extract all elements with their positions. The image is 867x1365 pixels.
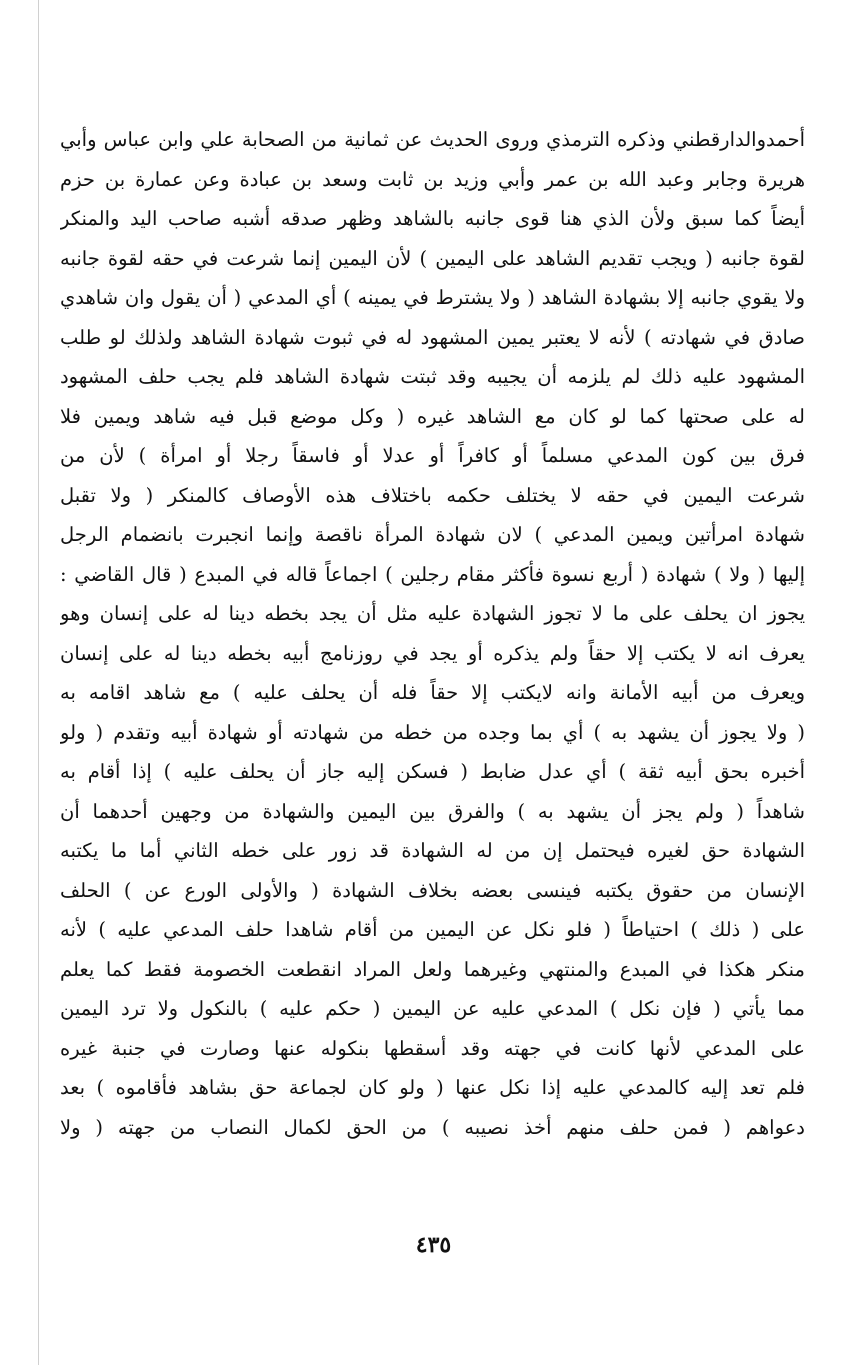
page-number: ٤٣٥ <box>415 1232 452 1258</box>
text-line-13: يجوز ان يحلف على ما لا تجوز الشهادة عليه مثل أن يجد بخطه دينا له على إنسان وهو <box>60 602 805 625</box>
text-line-19: الشهادة حق لغيره فيحتمل إن من له الشهادة قد زور على خطه الثاني أما ما يكتبه <box>60 839 805 862</box>
text-line-5: ولا يقوي جانبه إلا بشهادة الشاهد ( ولا يشترط في يمينه ) أي المدعي ( أن يقول وان شاهدي <box>60 286 805 309</box>
text-line-16: ( ولا يجوز أن يشهد به ) أي بما وجده من خطه من شهادته أو شهادة أبيه وتقدم ( ولو <box>60 720 805 744</box>
text-line-10: شرعت اليمين في حقه لا يختلف حكمه باختلاف هذه الأوصاف كالمنكر ( ولا تقبل <box>60 483 805 507</box>
text-line-1: أحمدوالدارقطني وذكره الترمذي وروى الحديث عن ثمانية من الصحابة علي وابن عباس وأبي <box>60 128 805 151</box>
text-line-11: شهادة امرأتين ويمين المدعي ) لان شهادة المرأة ناقصة وإنما انجبرت بانضمام الرجل <box>60 523 805 546</box>
text-line-6: صادق في شهادته ) لأنه لا يعتبر يمين المشهود له في ثبوت شهادة الشاهد ولذلك لو طلب <box>60 325 805 349</box>
text-line-14: يعرف انه لا يكتب إلا حقاً ولم يذكره أو يجد في روزنامج أبيه بخطه دينا له على إنسان <box>60 641 805 665</box>
page-edge-line <box>38 0 39 1365</box>
text-line-17: أخبره بحق أبيه ثقة ) أي عدل ضابط ( فسكن إليه جاز أن يحلف عليه ) إذا أقام به <box>60 760 805 783</box>
text-line-21: على ( ذلك ) احتياطاً ( فلو نكل عن اليمين من أقام شاهدا حلف المدعي عليه ) لأنه <box>60 918 805 941</box>
text-line-25: فلم تعد إليه كالمدعي عليه إذا نكل عنها ( ولو كان لجماعة حق بشاهد فأقاموه ) بعد <box>60 1076 805 1099</box>
text-line-7: المشهود عليه ذلك لم يلزمه أن يجيبه وقد ثبتت شهادة الشاهد فلم يجب حلف المشهود <box>60 365 805 388</box>
text-line-4: لقوة جانبه ( ويجب تقديم الشاهد على اليمين ) لأن اليمين إنما شرعت في حقه لقوة جانبه <box>60 246 805 270</box>
text-line-22: منكر هكذا في المبدع والمنتهي وغيرهما ولعل المراد انقطعت الخصومة فقط كما يعلم <box>60 957 805 981</box>
text-line-2: هريرة وجابر وعبد الله بن عمر وأبي وزيد بن ثابت وسعد بن عبادة وعن عمارة بن حزم <box>60 167 805 191</box>
text-line-23: مما يأتي ( فإن نكل ) المدعي عليه عن اليمين ( حكم عليه ) بالنكول ولا ترد اليمين <box>60 997 805 1020</box>
text-line-20: الإنسان من حقوق يكتبه فينسى بعضه بخلاف الشهادة ( والأولى الورع عن ) الحلف <box>60 878 805 902</box>
text-line-3: أيضاً كما سبق ولأن الذي هنا قوى جانبه بالشاهد وظهر صدقه أشبه صاحب اليد والمنكر <box>60 207 805 230</box>
page-body-text <box>60 120 805 1147</box>
text-line-18: شاهداً ( ولم يجز أن يشهد به ) والفرق بين اليمين والشهادة من وجهين أحدهما أن <box>60 799 805 823</box>
text-line-15: ويعرف من أبيه الأمانة وانه لايكتب إلا حقاً فله أن يحلف عليه ) مع شاهد اقامه به <box>60 681 805 704</box>
text-line-9: فرق بين كون المدعي مسلماً أو كافراً أو عدلا أو فاسقاً رجلا أو امرأة ) لأن من <box>60 444 805 467</box>
text-line-26: دعواهم ( فمن حلف منهم أخذ نصيبه ) من الحق لكمال النصاب من جهته ( ولا <box>60 1115 805 1139</box>
text-line-24: على المدعي لأنها كانت في جهته وقد أسقطها بنكوله عنها وصارت في جنبة غيره <box>60 1036 805 1060</box>
text-line-8: له على صحتها كما لو كان مع الشاهد غيره ( وكل موضع قبل فيه شاهد ويمين فلا <box>60 404 805 428</box>
text-line-12: إليها ( ولا ) شهادة ( أربع نسوة فأكثر مقام رجلين ) اجماعاً قاله في المبدع ( قال القاضي : <box>60 562 805 586</box>
